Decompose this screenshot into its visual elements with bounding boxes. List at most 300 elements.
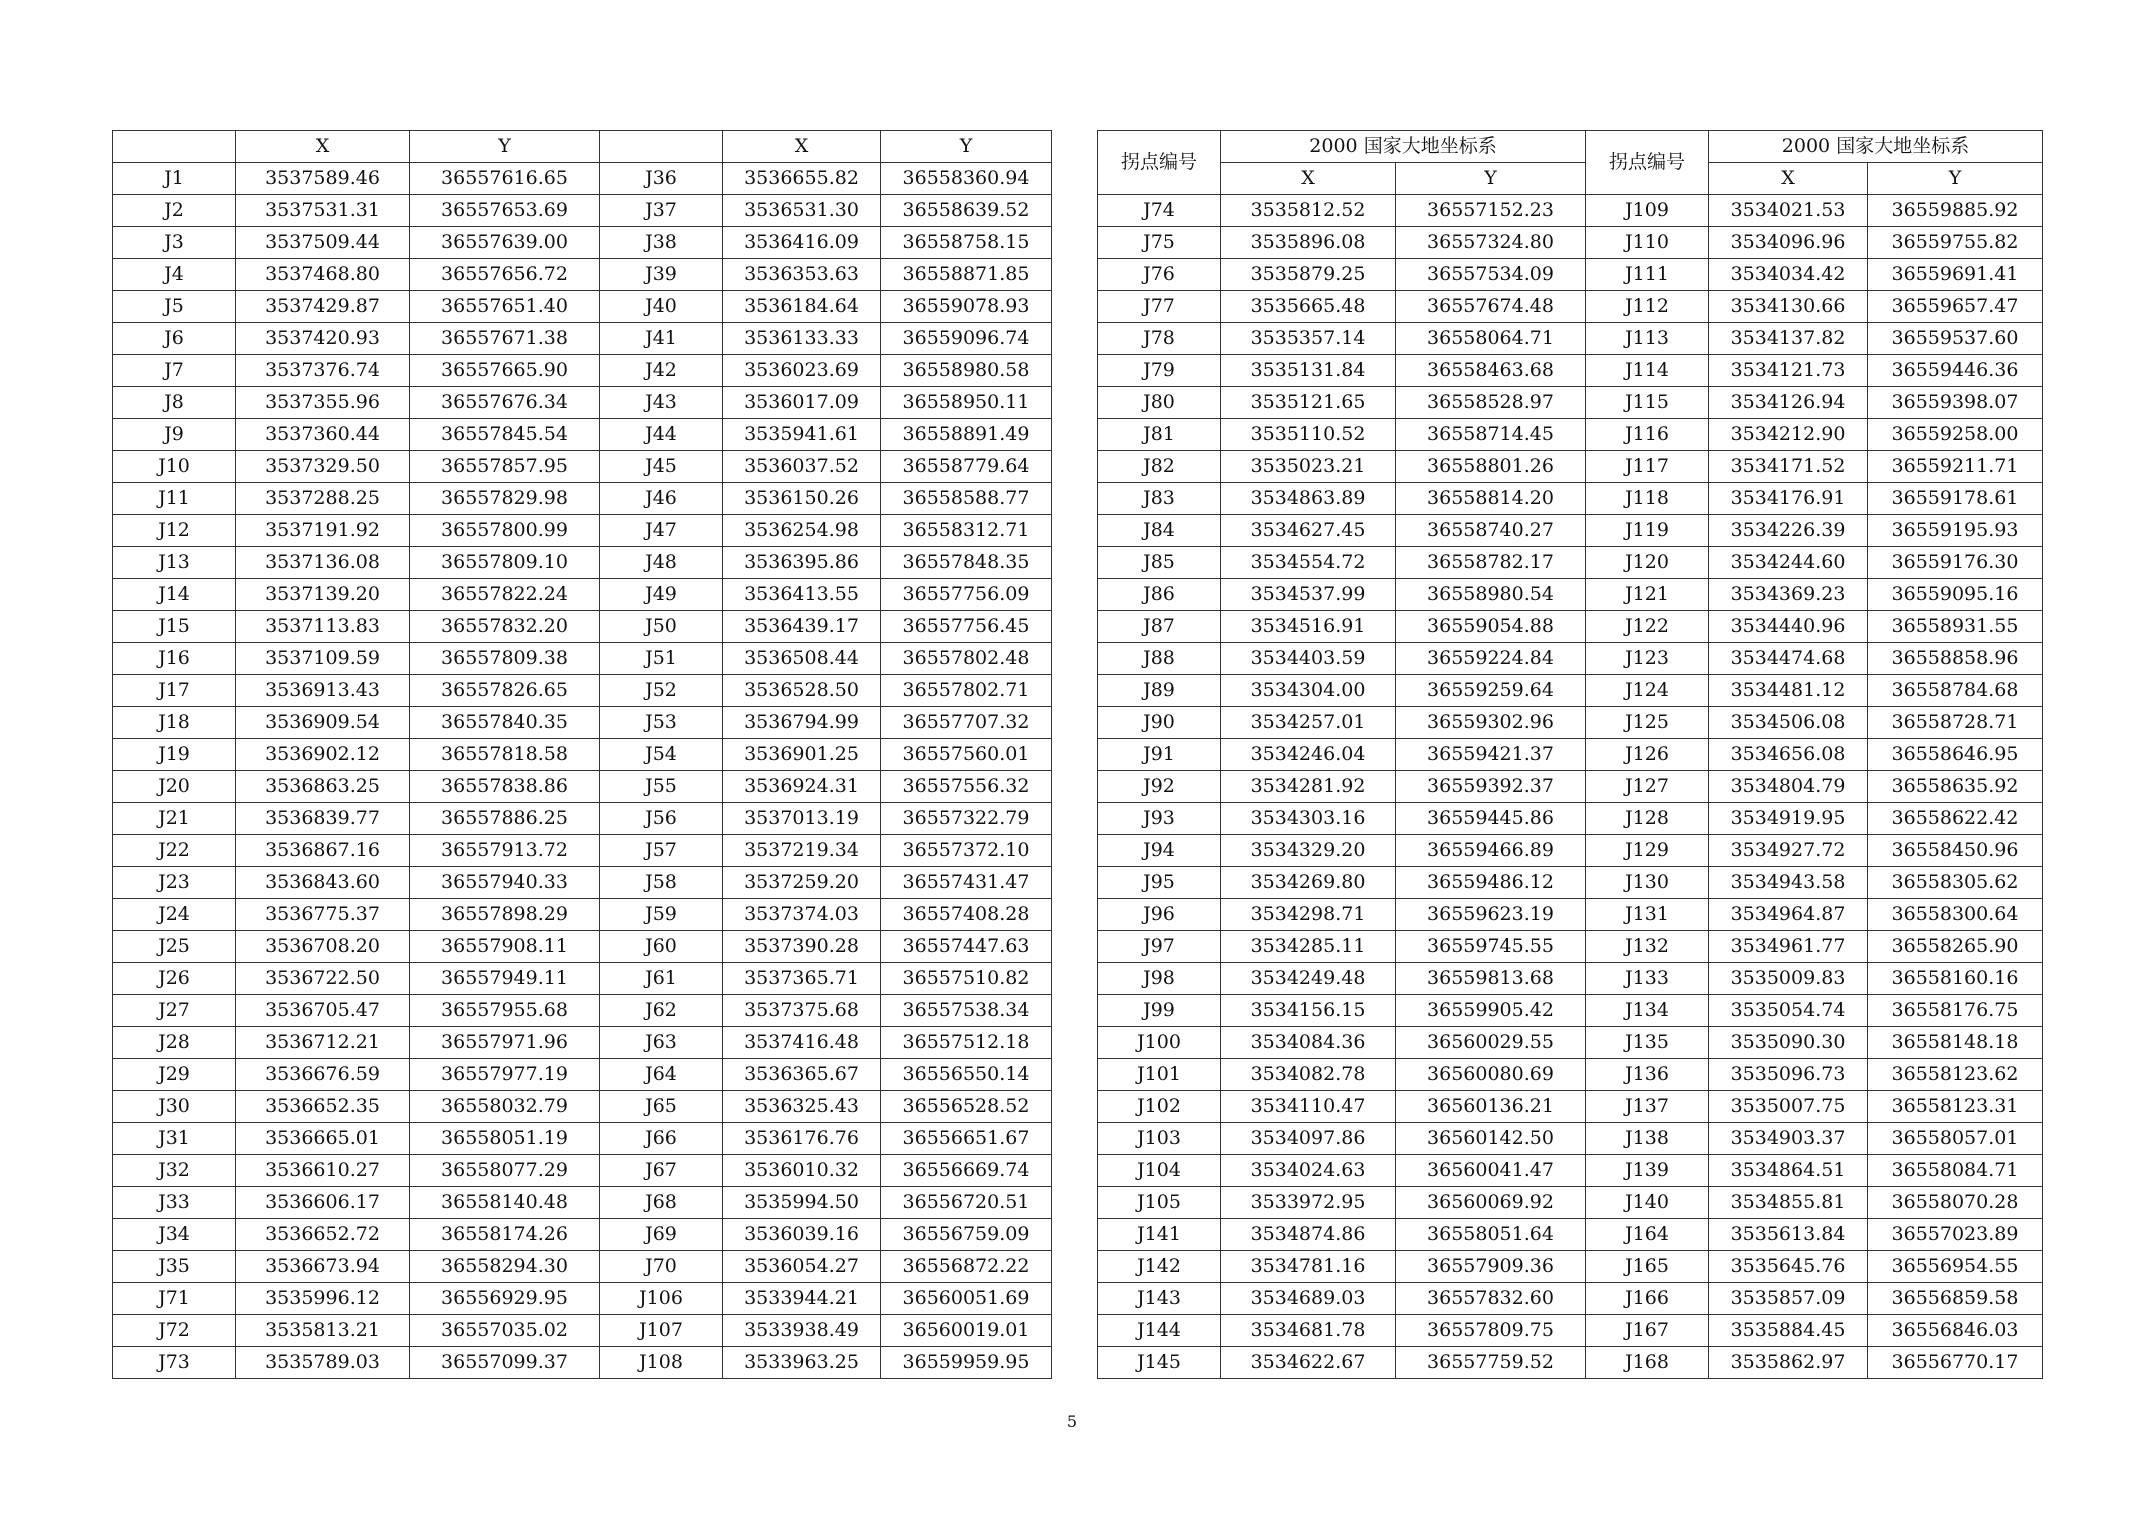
- table-row: [113, 675, 1052, 707]
- y-cell: 36557818.58: [410, 739, 600, 771]
- point-id-cell: J20: [113, 771, 236, 803]
- table-row: [113, 1315, 1052, 1347]
- table-row: [1098, 1123, 2043, 1155]
- x-cell: 3533972.95: [1221, 1187, 1396, 1219]
- y-cell: 36559486.12: [1396, 867, 1586, 899]
- x-cell: 3535896.08: [1221, 227, 1396, 259]
- point-id-cell: J32: [113, 1155, 236, 1187]
- table-row: [1098, 1091, 2043, 1123]
- x-cell: 3536325.43: [723, 1091, 881, 1123]
- y-cell: 36560019.01: [881, 1315, 1052, 1347]
- y-cell: 36559905.42: [1396, 995, 1586, 1027]
- x-cell: 3536665.01: [236, 1123, 410, 1155]
- y-cell: 36559078.93: [881, 291, 1052, 323]
- point-id-cell: J22: [113, 835, 236, 867]
- point-id-cell: J75: [1098, 227, 1221, 259]
- y-cell: 36558051.64: [1396, 1219, 1586, 1251]
- y-cell: 36557759.52: [1396, 1347, 1586, 1379]
- point-id-cell: J127: [1586, 771, 1709, 803]
- point-id-cell: J119: [1586, 515, 1709, 547]
- point-id-cell: J132: [1586, 931, 1709, 963]
- table-row: [113, 931, 1052, 963]
- y-cell: 36556872.22: [881, 1251, 1052, 1283]
- x-cell: 3534919.95: [1709, 803, 1868, 835]
- point-id-cell: J77: [1098, 291, 1221, 323]
- y-cell: 36559959.95: [881, 1347, 1052, 1379]
- x-cell: 3534244.60: [1709, 547, 1868, 579]
- y-cell: 36557534.09: [1396, 259, 1586, 291]
- point-id-header: [600, 131, 723, 163]
- point-id-cell: J49: [600, 579, 723, 611]
- point-id-cell: J61: [600, 963, 723, 995]
- point-id-cell: J128: [1586, 803, 1709, 835]
- point-id-cell: J95: [1098, 867, 1221, 899]
- y-cell: 36557886.25: [410, 803, 600, 835]
- y-cell: 36557908.11: [410, 931, 600, 963]
- y-cell: 36557676.34: [410, 387, 600, 419]
- x-cell: 3536867.16: [236, 835, 410, 867]
- y-cell: 36558639.52: [881, 195, 1052, 227]
- x-cell: 3537374.03: [723, 899, 881, 931]
- x-cell: 3534804.79: [1709, 771, 1868, 803]
- x-cell: 3537420.93: [236, 323, 410, 355]
- y-cell: 36556954.55: [1868, 1251, 2043, 1283]
- x-cell: 3536924.31: [723, 771, 881, 803]
- y-cell: 36558312.71: [881, 515, 1052, 547]
- point-id-cell: J13: [113, 547, 236, 579]
- x-cell: 3534226.39: [1709, 515, 1868, 547]
- x-cell: 3534298.71: [1221, 899, 1396, 931]
- point-id-cell: J40: [600, 291, 723, 323]
- x-cell: 3535007.75: [1709, 1091, 1868, 1123]
- x-cell: 3534246.04: [1221, 739, 1396, 771]
- point-id-cell: J36: [600, 163, 723, 195]
- point-id-cell: J69: [600, 1219, 723, 1251]
- table-row: [113, 899, 1052, 931]
- y-header: Y: [1868, 163, 2043, 195]
- x-cell: 3537390.28: [723, 931, 881, 963]
- table-row: [113, 355, 1052, 387]
- header-row: [1098, 163, 2043, 195]
- x-cell: 3536676.59: [236, 1059, 410, 1091]
- x-cell: 3536413.55: [723, 579, 881, 611]
- table-row: [113, 867, 1052, 899]
- x-cell: 3536353.63: [723, 259, 881, 291]
- y-cell: 36559392.37: [1396, 771, 1586, 803]
- page-number: 5: [1066, 1412, 1078, 1431]
- x-cell: 3534156.15: [1221, 995, 1396, 1027]
- x-cell: 3537509.44: [236, 227, 410, 259]
- table-row: [113, 643, 1052, 675]
- y-cell: 36557431.47: [881, 867, 1052, 899]
- table-row: [113, 195, 1052, 227]
- point-id-cell: J73: [113, 1347, 236, 1379]
- x-cell: 3537219.34: [723, 835, 881, 867]
- y-cell: 36556528.52: [881, 1091, 1052, 1123]
- x-cell: 3535812.52: [1221, 195, 1396, 227]
- table-row: [113, 707, 1052, 739]
- y-cell: 36558360.94: [881, 163, 1052, 195]
- y-cell: 36557756.45: [881, 611, 1052, 643]
- y-cell: 36559258.00: [1868, 419, 2043, 451]
- y-cell: 36557832.20: [410, 611, 600, 643]
- x-cell: 3534281.92: [1221, 771, 1396, 803]
- point-id-cell: J48: [600, 547, 723, 579]
- point-id-cell: J167: [1586, 1315, 1709, 1347]
- point-id-cell: J123: [1586, 643, 1709, 675]
- table-row: [113, 995, 1052, 1027]
- x-cell: 3534257.01: [1221, 707, 1396, 739]
- x-cell: 3534961.77: [1709, 931, 1868, 963]
- y-cell: 36558728.71: [1868, 707, 2043, 739]
- x-cell: 3536839.77: [236, 803, 410, 835]
- point-id-cell: J2: [113, 195, 236, 227]
- x-cell: 3534249.48: [1221, 963, 1396, 995]
- y-cell: 36560136.21: [1396, 1091, 1586, 1123]
- table-row: [113, 835, 1052, 867]
- x-cell: 3536652.72: [236, 1219, 410, 1251]
- table-row: [113, 1027, 1052, 1059]
- point-id-cell: J25: [113, 931, 236, 963]
- y-cell: 36557809.10: [410, 547, 600, 579]
- point-id-cell: J10: [113, 451, 236, 483]
- point-id-cell: J92: [1098, 771, 1221, 803]
- y-cell: 36557838.86: [410, 771, 600, 803]
- y-cell: 36559195.93: [1868, 515, 2043, 547]
- y-cell: 36559813.68: [1396, 963, 1586, 995]
- point-id-cell: J116: [1586, 419, 1709, 451]
- y-cell: 36557826.65: [410, 675, 600, 707]
- table-row: [113, 259, 1052, 291]
- x-cell: 3534656.08: [1709, 739, 1868, 771]
- y-cell: 36560069.92: [1396, 1187, 1586, 1219]
- point-id-cell: J99: [1098, 995, 1221, 1027]
- y-cell: 36558265.90: [1868, 931, 2043, 963]
- x-cell: 3534303.16: [1221, 803, 1396, 835]
- y-cell: 36557802.71: [881, 675, 1052, 707]
- x-cell: 3534781.16: [1221, 1251, 1396, 1283]
- y-cell: 36557809.75: [1396, 1315, 1586, 1347]
- point-id-cell: J87: [1098, 611, 1221, 643]
- table-row: [1098, 1347, 2043, 1379]
- point-id-cell: J139: [1586, 1155, 1709, 1187]
- y-cell: 36559096.74: [881, 323, 1052, 355]
- y-cell: 36558646.95: [1868, 739, 2043, 771]
- y-cell: 36558070.28: [1868, 1187, 2043, 1219]
- x-cell: 3537109.59: [236, 643, 410, 675]
- point-id-cell: J68: [600, 1187, 723, 1219]
- y-cell: 36558032.79: [410, 1091, 600, 1123]
- point-id-cell: J108: [600, 1347, 723, 1379]
- x-cell: 3534903.37: [1709, 1123, 1868, 1155]
- x-cell: 3537288.25: [236, 483, 410, 515]
- x-cell: 3536039.16: [723, 1219, 881, 1251]
- x-cell: 3534554.72: [1221, 547, 1396, 579]
- point-id-cell: J114: [1586, 355, 1709, 387]
- x-cell: 3535645.76: [1709, 1251, 1868, 1283]
- point-id-cell: J35: [113, 1251, 236, 1283]
- point-id-cell: J96: [1098, 899, 1221, 931]
- point-id-cell: J72: [113, 1315, 236, 1347]
- point-id-cell: J88: [1098, 643, 1221, 675]
- point-id-cell: J143: [1098, 1283, 1221, 1315]
- point-id-cell: J70: [600, 1251, 723, 1283]
- x-header: X: [1221, 163, 1396, 195]
- y-cell: 36556720.51: [881, 1187, 1052, 1219]
- y-cell: 36557802.48: [881, 643, 1052, 675]
- table-row: [1098, 547, 2043, 579]
- point-id-cell: J165: [1586, 1251, 1709, 1283]
- x-cell: 3537468.80: [236, 259, 410, 291]
- y-cell: 36557971.96: [410, 1027, 600, 1059]
- y-cell: 36557822.24: [410, 579, 600, 611]
- table-row: [1098, 771, 2043, 803]
- table-row: [1098, 1155, 2043, 1187]
- x-cell: 3535789.03: [236, 1347, 410, 1379]
- table-row: [113, 1347, 1052, 1379]
- table-body: [113, 163, 1052, 1379]
- point-id-cell: J59: [600, 899, 723, 931]
- x-cell: 3537531.31: [236, 195, 410, 227]
- point-id-cell: J24: [113, 899, 236, 931]
- x-cell: 3534964.87: [1709, 899, 1868, 931]
- x-cell: 3537376.74: [236, 355, 410, 387]
- point-id-cell: J140: [1586, 1187, 1709, 1219]
- x-cell: 3537191.92: [236, 515, 410, 547]
- x-header: X: [1709, 163, 1868, 195]
- y-cell: 36558858.96: [1868, 643, 2043, 675]
- point-id-cell: J38: [600, 227, 723, 259]
- table-row: [1098, 1027, 2043, 1059]
- point-id-cell: J42: [600, 355, 723, 387]
- x-cell: 3535613.84: [1709, 1219, 1868, 1251]
- y-cell: 36559445.86: [1396, 803, 1586, 835]
- table-row: [1098, 931, 2043, 963]
- point-id-cell: J29: [113, 1059, 236, 1091]
- y-cell: 36559259.64: [1396, 675, 1586, 707]
- point-id-cell: J80: [1098, 387, 1221, 419]
- y-cell: 36557671.38: [410, 323, 600, 355]
- point-id-cell: J63: [600, 1027, 723, 1059]
- point-id-cell: J135: [1586, 1027, 1709, 1059]
- y-cell: 36557955.68: [410, 995, 600, 1027]
- x-cell: 3534110.47: [1221, 1091, 1396, 1123]
- table-row: [113, 963, 1052, 995]
- y-cell: 36557809.38: [410, 643, 600, 675]
- y-cell: 36558148.18: [1868, 1027, 2043, 1059]
- point-id-cell: J118: [1586, 483, 1709, 515]
- y-cell: 36557556.32: [881, 771, 1052, 803]
- table-row: [113, 1059, 1052, 1091]
- y-cell: 36558064.71: [1396, 323, 1586, 355]
- y-cell: 36557538.34: [881, 995, 1052, 1027]
- y-cell: 36559691.41: [1868, 259, 2043, 291]
- point-id-cell: J67: [600, 1155, 723, 1187]
- y-cell: 36557756.09: [881, 579, 1052, 611]
- table-row: [1098, 1219, 2043, 1251]
- point-id-cell: J98: [1098, 963, 1221, 995]
- x-cell: 3535054.74: [1709, 995, 1868, 1027]
- x-cell: 3535121.65: [1221, 387, 1396, 419]
- table-row: [113, 1187, 1052, 1219]
- x-cell: 3535110.52: [1221, 419, 1396, 451]
- x-cell: 3534021.53: [1709, 195, 1868, 227]
- y-cell: 36558123.62: [1868, 1059, 2043, 1091]
- table-row: [113, 227, 1052, 259]
- x-cell: 3536023.69: [723, 355, 881, 387]
- y-cell: 36557848.35: [881, 547, 1052, 579]
- x-cell: 3534863.89: [1221, 483, 1396, 515]
- y-cell: 36559745.55: [1396, 931, 1586, 963]
- x-cell: 3534874.86: [1221, 1219, 1396, 1251]
- x-cell: 3536610.27: [236, 1155, 410, 1187]
- x-cell: 3537429.87: [236, 291, 410, 323]
- table-row: [1098, 1283, 2043, 1315]
- y-cell: 36556759.09: [881, 1219, 1052, 1251]
- x-cell: 3536254.98: [723, 515, 881, 547]
- point-id-cell: J9: [113, 419, 236, 451]
- x-cell: 3536365.67: [723, 1059, 881, 1091]
- x-cell: 3537589.46: [236, 163, 410, 195]
- y-cell: 36557560.01: [881, 739, 1052, 771]
- x-cell: 3537329.50: [236, 451, 410, 483]
- point-id-cell: J19: [113, 739, 236, 771]
- y-cell: 36558174.26: [410, 1219, 600, 1251]
- y-cell: 36558635.92: [1868, 771, 2043, 803]
- y-cell: 36559537.60: [1868, 323, 2043, 355]
- y-cell: 36559466.89: [1396, 835, 1586, 867]
- point-id-cell: J58: [600, 867, 723, 899]
- y-header: Y: [1396, 163, 1586, 195]
- y-cell: 36558294.30: [410, 1251, 600, 1283]
- x-cell: 3534137.82: [1709, 323, 1868, 355]
- x-cell: 3536176.76: [723, 1123, 881, 1155]
- y-cell: 36557023.89: [1868, 1219, 2043, 1251]
- x-cell: 3534212.90: [1709, 419, 1868, 451]
- table-row: [1098, 355, 2043, 387]
- x-cell: 3536017.09: [723, 387, 881, 419]
- point-id-cell: J74: [1098, 195, 1221, 227]
- point-id-cell: J14: [113, 579, 236, 611]
- point-id-cell: J41: [600, 323, 723, 355]
- y-cell: 36556770.17: [1868, 1347, 2043, 1379]
- x-cell: 3534304.00: [1221, 675, 1396, 707]
- x-cell: 3534481.12: [1709, 675, 1868, 707]
- y-cell: 36558622.42: [1868, 803, 2043, 835]
- point-id-cell: J33: [113, 1187, 236, 1219]
- y-header: Y: [881, 131, 1052, 163]
- y-cell: 36558814.20: [1396, 483, 1586, 515]
- point-id-cell: J81: [1098, 419, 1221, 451]
- point-id-cell: J109: [1586, 195, 1709, 227]
- point-id-cell: J121: [1586, 579, 1709, 611]
- point-id-cell: J131: [1586, 899, 1709, 931]
- x-cell: 3535090.30: [1709, 1027, 1868, 1059]
- y-cell: 36557512.18: [881, 1027, 1052, 1059]
- y-cell: 36559657.47: [1868, 291, 2043, 323]
- y-cell: 36557510.82: [881, 963, 1052, 995]
- y-cell: 36557324.80: [1396, 227, 1586, 259]
- y-cell: 36558801.26: [1396, 451, 1586, 483]
- point-id-cell: J84: [1098, 515, 1221, 547]
- x-cell: 3534681.78: [1221, 1315, 1396, 1347]
- point-id-header: 拐点编号: [1098, 131, 1221, 195]
- x-cell: 3535813.21: [236, 1315, 410, 1347]
- point-id-cell: J105: [1098, 1187, 1221, 1219]
- table-row: [1098, 675, 2043, 707]
- x-cell: 3536531.30: [723, 195, 881, 227]
- y-cell: 36557977.19: [410, 1059, 600, 1091]
- y-cell: 36557800.99: [410, 515, 600, 547]
- point-id-cell: J5: [113, 291, 236, 323]
- y-cell: 36557913.72: [410, 835, 600, 867]
- y-header: Y: [410, 131, 600, 163]
- x-cell: 3534864.51: [1709, 1155, 1868, 1187]
- y-cell: 36559176.30: [1868, 547, 2043, 579]
- table-row: [1098, 579, 2043, 611]
- point-id-cell: J110: [1586, 227, 1709, 259]
- x-cell: 3535096.73: [1709, 1059, 1868, 1091]
- x-cell: 3537136.08: [236, 547, 410, 579]
- x-cell: 3535665.48: [1221, 291, 1396, 323]
- y-cell: 36558160.16: [1868, 963, 2043, 995]
- x-cell: 3534082.78: [1221, 1059, 1396, 1091]
- table-row: [1098, 483, 2043, 515]
- y-cell: 36557898.29: [410, 899, 600, 931]
- table-row: [1098, 611, 2043, 643]
- point-id-cell: J136: [1586, 1059, 1709, 1091]
- x-cell: 3535131.84: [1221, 355, 1396, 387]
- table-body: [1098, 195, 2043, 1379]
- point-id-cell: J113: [1586, 323, 1709, 355]
- x-cell: 3536902.12: [236, 739, 410, 771]
- table-row: [113, 387, 1052, 419]
- x-cell: 3536909.54: [236, 707, 410, 739]
- point-id-cell: J57: [600, 835, 723, 867]
- y-cell: 36557949.11: [410, 963, 600, 995]
- point-id-cell: J62: [600, 995, 723, 1027]
- table-row: [1098, 323, 2043, 355]
- table-row: [1098, 515, 2043, 547]
- point-id-cell: J106: [600, 1283, 723, 1315]
- y-cell: 36558588.77: [881, 483, 1052, 515]
- point-id-cell: J134: [1586, 995, 1709, 1027]
- table-row: [1098, 195, 2043, 227]
- point-id-cell: J7: [113, 355, 236, 387]
- coordinate-table-left: [112, 130, 1052, 1379]
- y-cell: 36559755.82: [1868, 227, 2043, 259]
- point-id-cell: J126: [1586, 739, 1709, 771]
- x-cell: 3534516.91: [1221, 611, 1396, 643]
- x-cell: 3536913.43: [236, 675, 410, 707]
- x-cell: 3534927.72: [1709, 835, 1868, 867]
- x-cell: 3534097.86: [1221, 1123, 1396, 1155]
- y-cell: 36559178.61: [1868, 483, 2043, 515]
- x-cell: 3536863.25: [236, 771, 410, 803]
- point-id-cell: J103: [1098, 1123, 1221, 1155]
- table-row: [1098, 803, 2043, 835]
- point-id-cell: J54: [600, 739, 723, 771]
- x-cell: 3533963.25: [723, 1347, 881, 1379]
- y-cell: 36558305.62: [1868, 867, 2043, 899]
- point-id-cell: J12: [113, 515, 236, 547]
- point-id-cell: J6: [113, 323, 236, 355]
- table-row: [1098, 387, 2043, 419]
- y-cell: 36557322.79: [881, 803, 1052, 835]
- table-row: [113, 803, 1052, 835]
- y-cell: 36558057.01: [1868, 1123, 2043, 1155]
- table-row: [113, 1251, 1052, 1283]
